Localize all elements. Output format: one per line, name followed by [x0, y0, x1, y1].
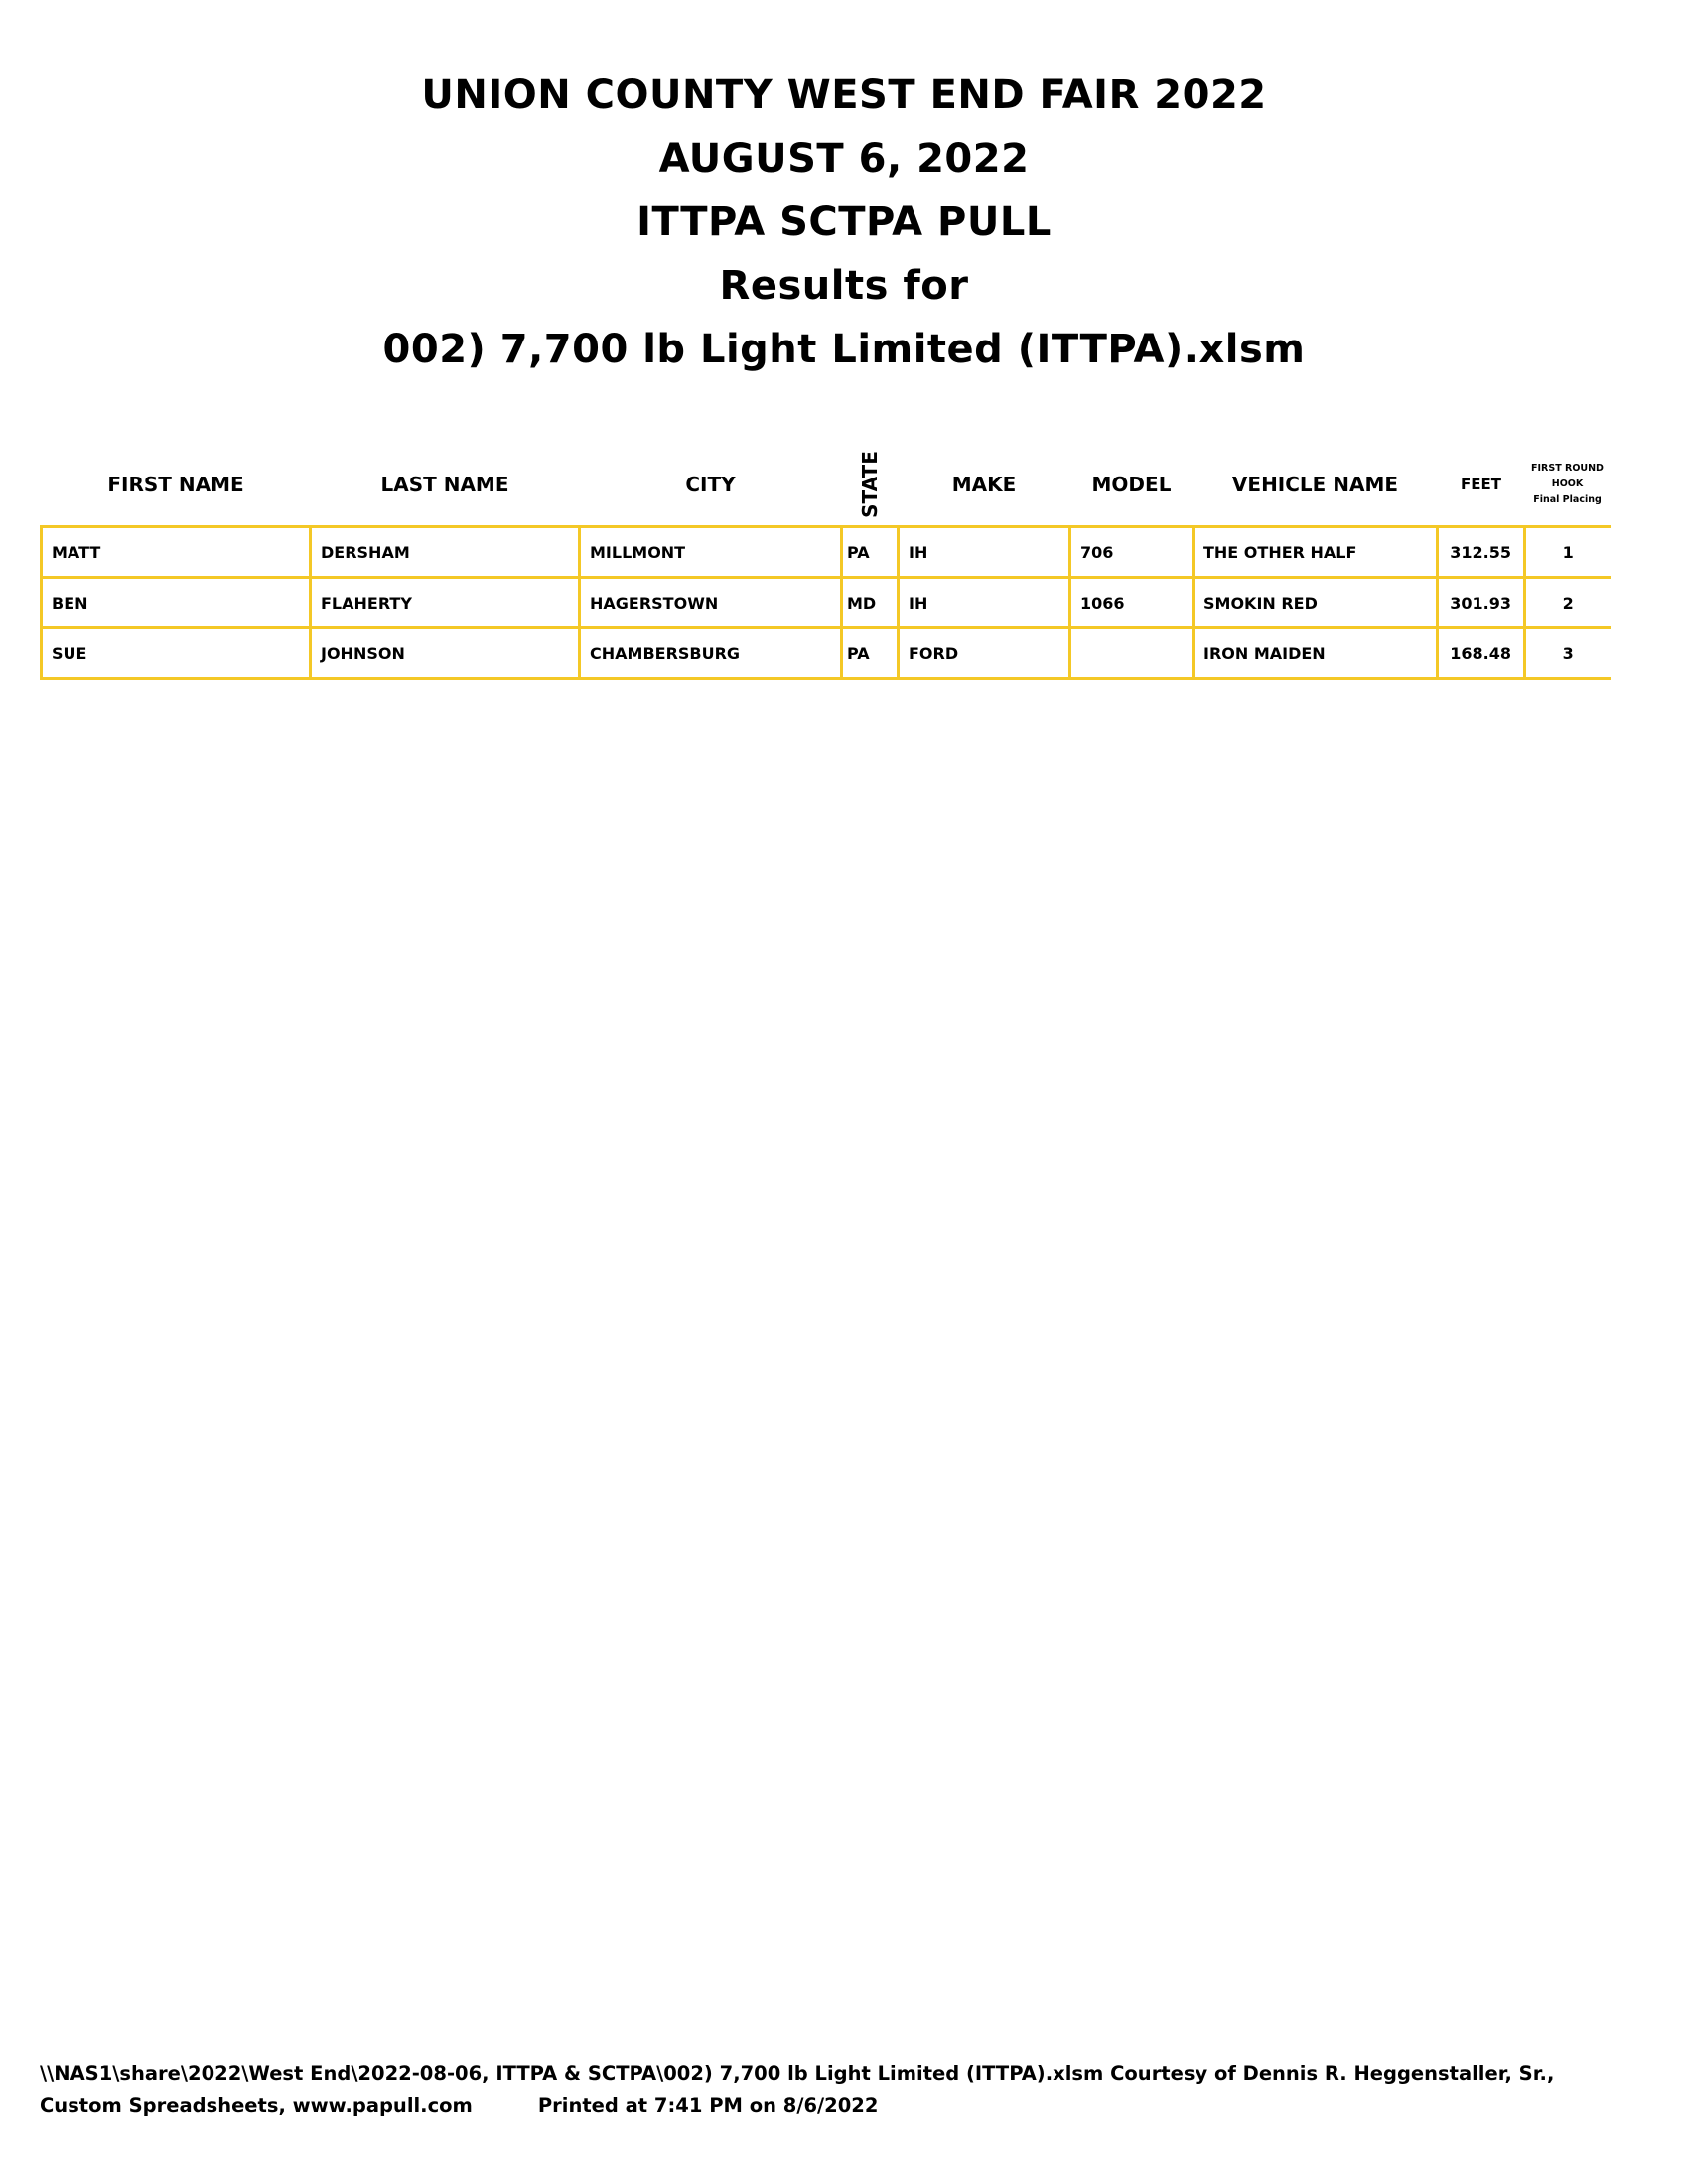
table-row — [42, 578, 1611, 628]
column-header-state — [842, 444, 899, 527]
column-header-state-label: STATE — [858, 451, 882, 518]
cell-make: IH — [899, 578, 1070, 628]
report-header — [0, 64, 1688, 381]
cell-make: IH — [899, 527, 1070, 578]
column-header-feet: FEET — [1461, 476, 1501, 493]
cell-feet: 301.93 — [1438, 578, 1525, 628]
cell-first-name: MATT — [42, 527, 311, 578]
pull-name: ITTPA SCTPA PULL — [636, 200, 1052, 245]
cell-state: MD — [842, 578, 899, 628]
page-footer — [40, 2058, 1648, 2121]
cell-vehicle-name: SMOKIN RED — [1194, 578, 1438, 628]
cell-state: PA — [842, 628, 899, 679]
footer-file-path: \\NAS1\share\2022\West End\2022-08-06, ITTPA & SCTPA\002) 7,700 lb Light Limited (ITTPA).xlsm Courtesy of Dennis R. Heggenstaller, Sr., — [40, 2062, 1555, 2085]
cell-place: 1 — [1525, 527, 1611, 578]
cell-model: 1066 — [1070, 578, 1194, 628]
cell-feet: 312.55 — [1438, 527, 1525, 578]
cell-last-name: JOHNSON — [311, 628, 580, 679]
cell-state: PA — [842, 527, 899, 578]
results-label: Results for — [719, 263, 969, 309]
column-header-placing — [1525, 444, 1611, 527]
column-header-city: CITY — [685, 473, 736, 496]
event-title: UNION COUNTY WEST END FAIR 2022 — [421, 72, 1267, 118]
column-header-first-name: FIRST NAME — [107, 473, 244, 496]
placing-header-line1: FIRST ROUND — [1531, 463, 1604, 474]
cell-place: 3 — [1525, 628, 1611, 679]
footer-printed-time: Printed at 7:41 PM on 8/6/2022 — [537, 2094, 879, 2116]
class-name: 002) 7,700 lb Light Limited (ITTPA).xlsm — [382, 327, 1306, 372]
table-row — [42, 527, 1611, 578]
cell-first-name: SUE — [42, 628, 311, 679]
cell-place: 2 — [1525, 578, 1611, 628]
placing-header-line2: HOOK — [1551, 478, 1584, 489]
cell-city: HAGERSTOWN — [580, 578, 842, 628]
cell-city: MILLMONT — [580, 527, 842, 578]
footer-credits — [40, 2090, 1648, 2121]
column-header-vehicle-name: VEHICLE NAME — [1231, 473, 1399, 496]
footer-website: Custom Spreadsheets, www.papull.com — [40, 2094, 473, 2116]
cell-feet: 168.48 — [1438, 628, 1525, 679]
cell-vehicle-name: IRON MAIDEN — [1194, 628, 1438, 679]
event-date: AUGUST 6, 2022 — [658, 136, 1030, 182]
cell-model: 706 — [1070, 527, 1194, 578]
table-header-row — [42, 444, 1611, 527]
cell-last-name: DERSHAM — [311, 527, 580, 578]
cell-first-name: BEN — [42, 578, 311, 628]
placing-header-line3: Final Placing — [1533, 494, 1602, 505]
column-header-model: MODEL — [1091, 473, 1172, 496]
cell-last-name: FLAHERTY — [311, 578, 580, 628]
cell-model — [1070, 628, 1194, 679]
cell-vehicle-name: THE OTHER HALF — [1194, 527, 1438, 578]
table-row — [42, 628, 1611, 679]
column-header-last-name: LAST NAME — [380, 473, 509, 496]
column-header-make: MAKE — [951, 473, 1017, 496]
cell-city: CHAMBERSBURG — [580, 628, 842, 679]
results-table — [40, 444, 1611, 680]
cell-make: FORD — [899, 628, 1070, 679]
